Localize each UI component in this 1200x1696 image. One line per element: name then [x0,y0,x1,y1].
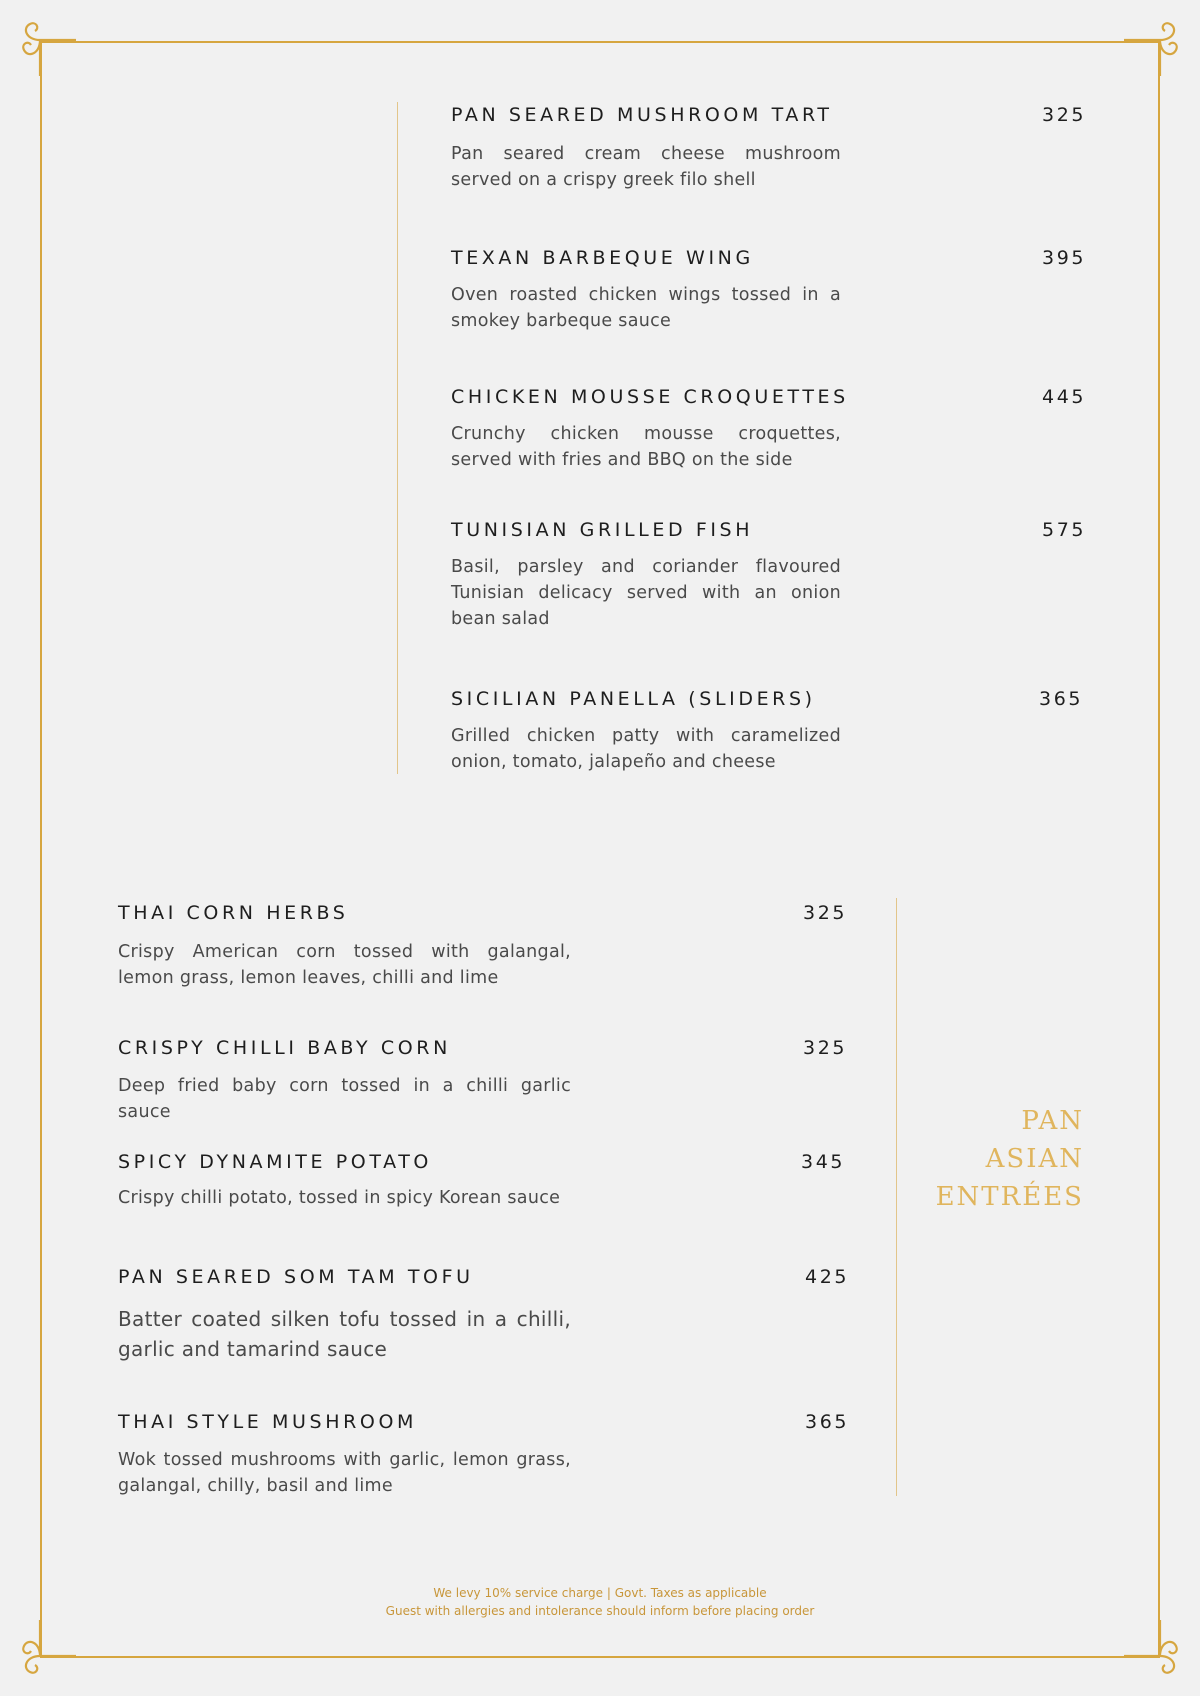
menu-item [118,1411,850,1496]
item-price: 445 [1042,386,1087,408]
item-description: Batter coated silken tofu tossed in a chilli, garlic and tamarind sauce [118,1307,571,1361]
service-charge-note: We levy 10% service charge | Govt. Taxes as applicable [433,1586,767,1600]
footer-note [0,1584,1200,1620]
section-heading-line: PAN [1021,1106,1084,1136]
item-description: Crispy American corn tossed with galangal, lemon grass, lemon leaves, chilli and lime [118,942,571,988]
section-heading-line: ASIAN [985,1144,1084,1174]
menu-item [118,902,848,988]
item-name: TUNISIAN GRILLED FISH [451,519,754,541]
menu-item [451,519,1087,629]
menu-item [118,1037,848,1122]
item-price: 395 [1042,247,1087,269]
item-price: 425 [805,1266,850,1288]
menu-item [451,247,1087,331]
menu-item [118,1151,846,1208]
item-description: Deep fried baby corn tossed in a chilli garlic sauce [118,1076,571,1122]
ornament-corner-icon [18,18,76,76]
section-heading [884,1102,1084,1216]
item-name: SICILIAN PANELLA (SLIDERS) [451,688,816,710]
item-description: Basil, parsley and coriander flavoured Tunisian delicacy served with an onion bean salad [451,557,841,629]
item-name: TEXAN BARBEQUE WING [451,247,754,269]
section-heading-line: ENTRÉES [935,1182,1084,1212]
ornament-corner-icon [1124,18,1182,76]
item-price: 365 [805,1411,850,1433]
item-description: Pan seared cream cheese mushroom served on a crispy greek filo shell [451,144,841,190]
top-section-divider [397,102,398,774]
item-description: Crunchy chicken mousse croquettes, served with fries and BBQ on the side [451,424,841,470]
item-name: PAN SEARED SOM TAM TOFU [118,1266,474,1288]
menu-item [451,386,1087,470]
ornament-corner-icon [1124,1620,1182,1678]
allergy-note: Guest with allergies and intolerance should inform before placing order [385,1604,815,1618]
menu-item [451,104,1087,190]
ornament-corner-icon [18,1620,76,1678]
item-price: 575 [1042,519,1087,541]
item-description: Oven roasted chicken wings tossed in a smokey barbeque sauce [451,285,841,331]
item-description: Grilled chicken patty with caramelized onion, tomato, jalapeño and cheese [451,726,841,772]
item-price: 365 [1039,688,1084,710]
item-price: 325 [803,902,848,924]
item-description: Crispy chilli potato, tossed in spicy Korean sauce [118,1188,561,1208]
menu-item [118,1266,850,1361]
item-price: 345 [801,1151,846,1173]
item-name: PAN SEARED MUSHROOM TART [451,104,833,126]
item-description: Wok tossed mushrooms with garlic, lemon grass, galangal, chilly, basil and lime [118,1450,571,1496]
menu-item [451,688,1084,772]
item-name: CRISPY CHILLI BABY CORN [118,1037,451,1059]
item-name: THAI CORN HERBS [118,902,349,924]
item-name: THAI STYLE MUSHROOM [118,1411,417,1433]
item-name: CHICKEN MOUSSE CROQUETTES [451,386,849,408]
item-price: 325 [803,1037,848,1059]
item-price: 325 [1042,104,1087,126]
item-name: SPICY DYNAMITE POTATO [118,1151,432,1173]
